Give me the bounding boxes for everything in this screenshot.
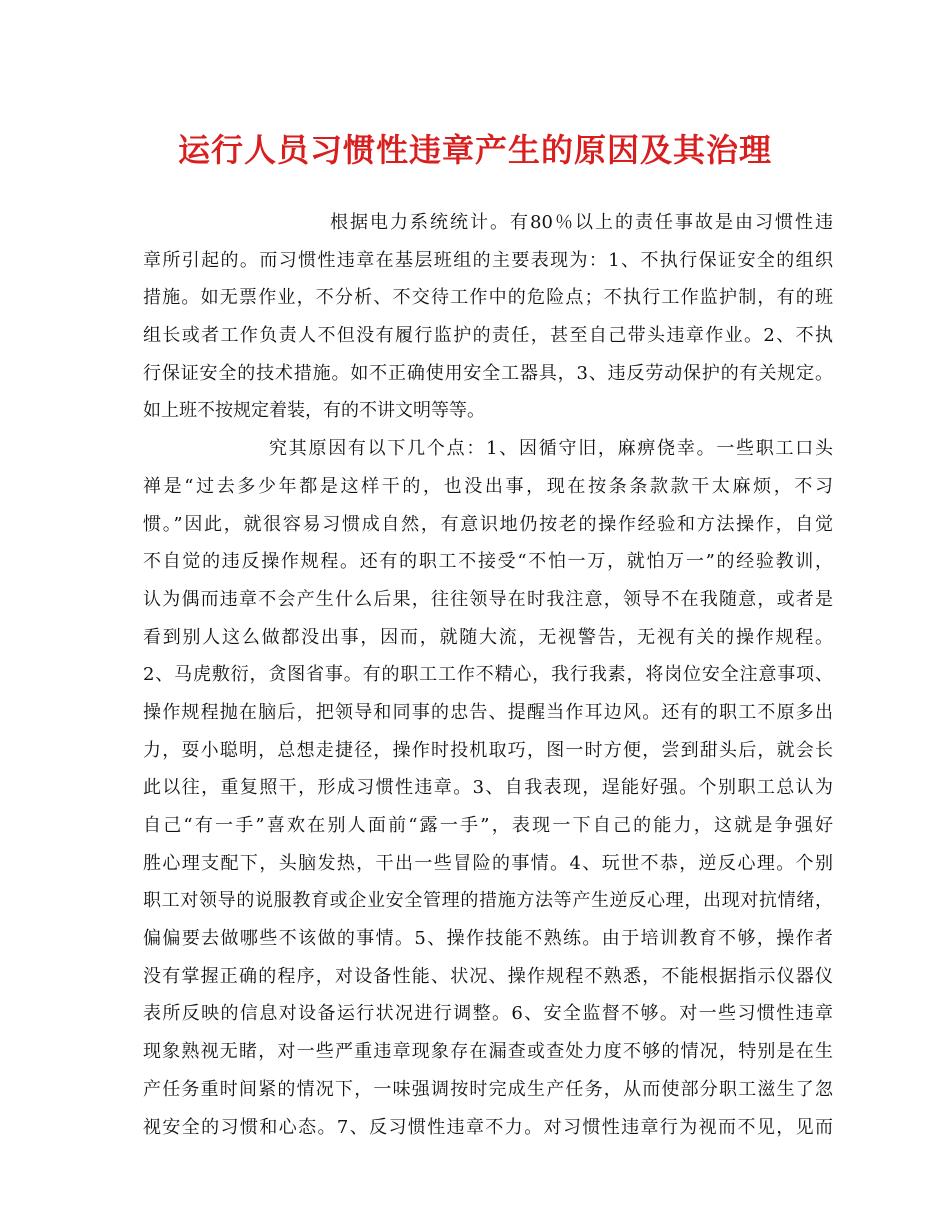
paragraph-line: 惯。”因此，就很容易习惯成自然，有意识地仍按老的操作经验和方法操作，自觉 (143, 513, 833, 535)
paragraph-line: 此以往，重复照干，形成习惯性违章。3、自我表现，逞能好强。个别职工总认为 (143, 777, 833, 799)
paragraph-line: 产任务重时间紧的情况下，一味强调按时完成生产任务，从而使部分职工滋生了忽 (143, 1078, 833, 1100)
paragraph-line: 偏偏要去做哪些不该做的事情。5、操作技能不熟练。由于培训教育不够，操作者 (143, 928, 833, 950)
paragraph-line: 不自觉的违反操作规程。还有的职工不接受“不怕一万，就怕万一”的经验教训， (143, 551, 833, 573)
paragraph-line: 胜心理支配下，头脑发热，干出一些冒险的事情。4、玩世不恭，逆反心理。个别 (143, 852, 833, 874)
paragraph-line: 看到别人这么做都没出事，因而，就随大流，无视警告，无视有关的操作规程。 (143, 626, 833, 648)
paragraph-1 (143, 204, 833, 430)
paragraph-line: 视安全的习惯和心态。7、反习惯性违章不力。对习惯性违章行为视而不见，见而 (143, 1116, 833, 1138)
paragraph-line: 组长或者工作负责人不但没有履行监护的责任，甚至自己带头违章作业。2、不执 (143, 325, 833, 347)
paragraph-line: 如上班不按规定着装，有的不讲文明等等。 (143, 400, 485, 422)
paragraph-2 (143, 430, 833, 1146)
paragraph-line: 禅是“过去多少年都是这样干的，也没出事，现在按条条款款干太麻烦，不习 (143, 475, 833, 497)
document-body (143, 204, 833, 1146)
paragraph-line: 表所反映的信息对设备运行状况进行调整。6、安全监督不够。对一些习惯性违章 (143, 1003, 833, 1025)
paragraph-line: 没有掌握正确的程序，对设备性能、状况、操作规程不熟悉，不能根据指示仪器仪 (143, 965, 833, 987)
paragraph-line: 操作规程抛在脑后，把领导和同事的忠告、提醒当作耳边风。还有的职工不原多出 (143, 701, 833, 723)
paragraph-line: 究其原因有以下几个点：1、因循守旧，麻痹侥幸。一些职工口头 (269, 438, 833, 460)
paragraph-line: 自己“有一手”喜欢在别人面前“露一手”，表现一下自己的能力，这就是争强好 (143, 815, 833, 836)
paragraph-line: 2、马虎敷衍，贪图省事。有的职工工作不精心，我行我素，将岗位安全注意事项、 (143, 664, 833, 686)
paragraph-line: 认为偶而违章不会产生什么后果，往往领导在时我注意，领导不在我随意，或者是 (143, 588, 833, 610)
paragraph-line: 力，耍小聪明，总想走捷径，操作时投机取巧，图一时方便，尝到甜头后，就会长 (143, 739, 833, 761)
paragraph-line: 行保证安全的技术措施。如不正确使用安全工器具，3、违反劳动保护的有关规定。 (143, 362, 833, 384)
paragraph-line: 现象熟视无睹，对一些严重违章现象存在漏查或查处力度不够的情况，特别是在生 (143, 1041, 833, 1063)
document-title: 运行人员习惯性违章产生的原因及其治理 (177, 131, 772, 169)
paragraph-line: 措施。如无票作业，不分析、不交待工作中的危险点；不执行工作监护制，有的班 (143, 287, 833, 309)
paragraph-line: 章所引起的。而习惯性违章在基层班组的主要表现为：1、不执行保证安全的组织 (143, 249, 833, 271)
paragraph-line: 职工对领导的说服教育或企业安全管理的措施方法等产生逆反心理，出现对抗情绪， (143, 890, 833, 912)
paragraph-line: 根据电力系统统计。有80％以上的责任事故是由习惯性违 (330, 212, 833, 233)
